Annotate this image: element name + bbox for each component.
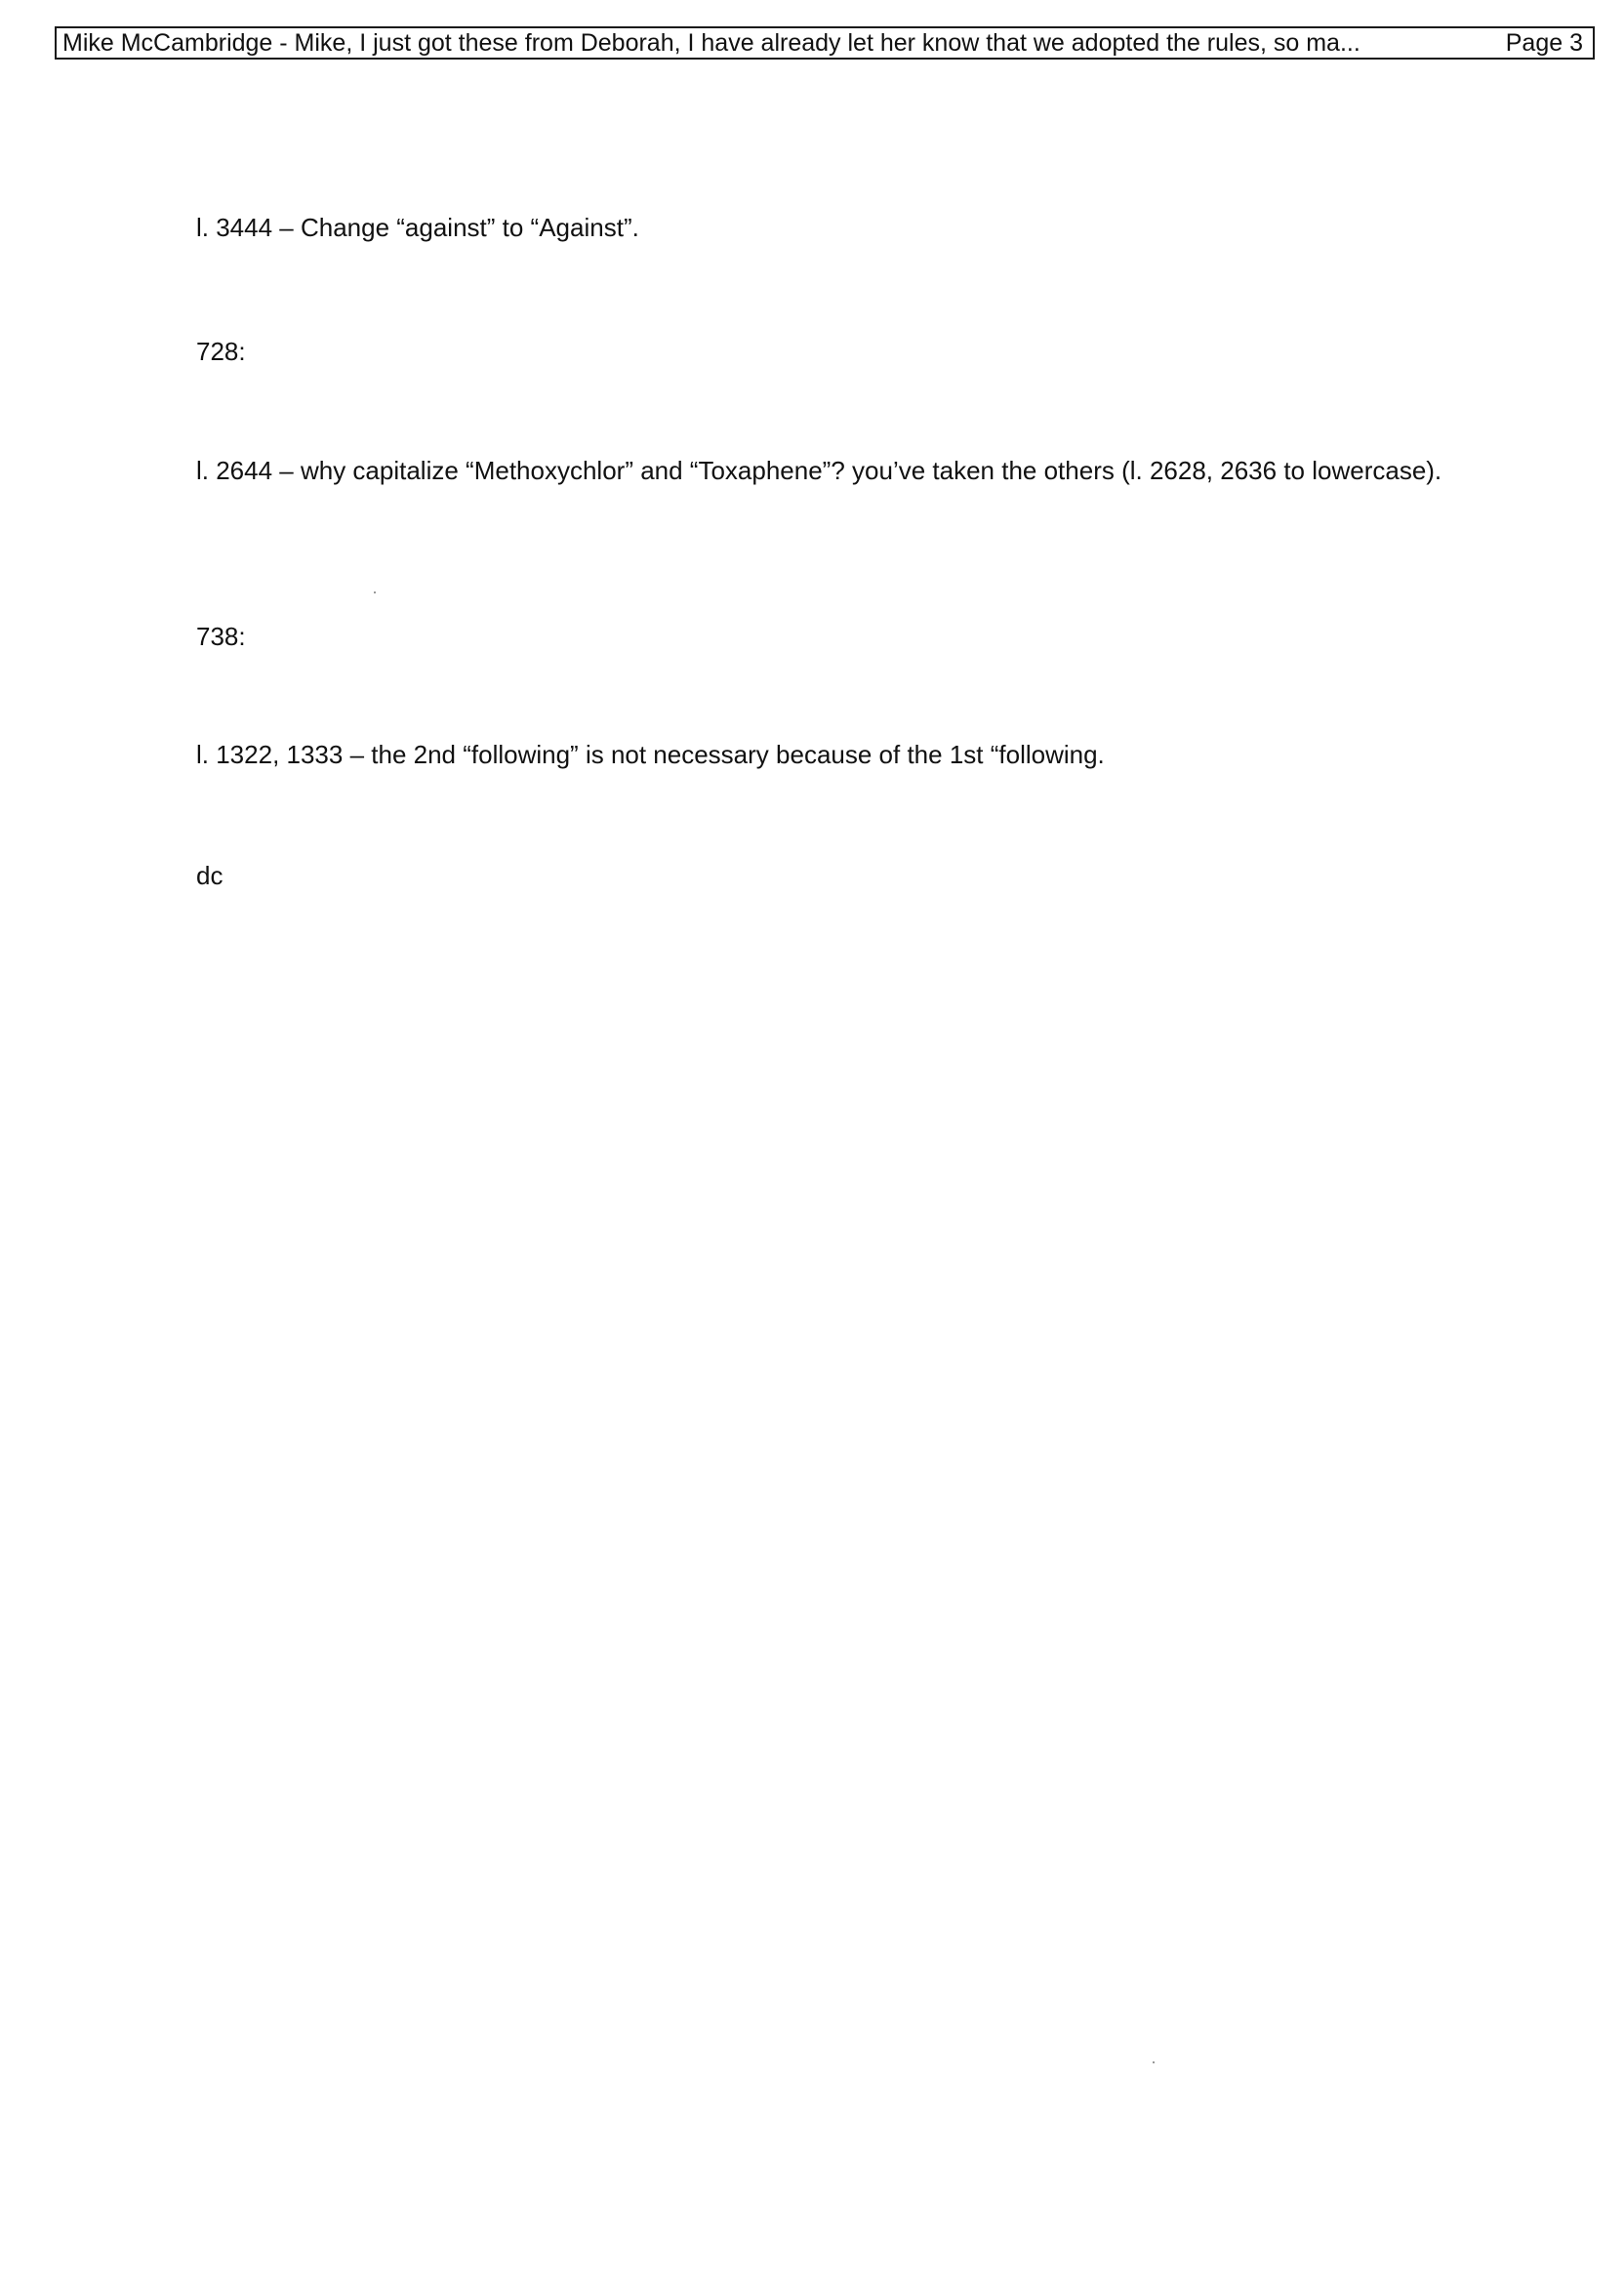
header-title: Mike McCambridge - Mike, I just got these from Deborah, I have already let her know that we adopted the rules, so ma...	[62, 28, 1360, 57]
scan-speck	[1153, 2061, 1155, 2063]
page-number: Page 3	[1505, 28, 1583, 57]
comment-line-2644: l. 2644 – why capitalize “Methoxychlor” and “Toxaphene”? you’ve taken the others (l. 2628, 2636 to lowercase).	[196, 456, 1442, 485]
page-header	[55, 26, 1595, 60]
comment-line-1322: l. 1322, 1333 – the 2nd “following” is not necessary because of the 1st “following.	[196, 740, 1105, 769]
section-heading-738: 738:	[196, 622, 246, 651]
scan-speck	[374, 591, 376, 593]
section-heading-728: 728:	[196, 337, 246, 366]
comment-line-3444: l. 3444 – Change “against” to “Against”.	[196, 213, 639, 242]
signature-initials: dc	[196, 861, 223, 890]
